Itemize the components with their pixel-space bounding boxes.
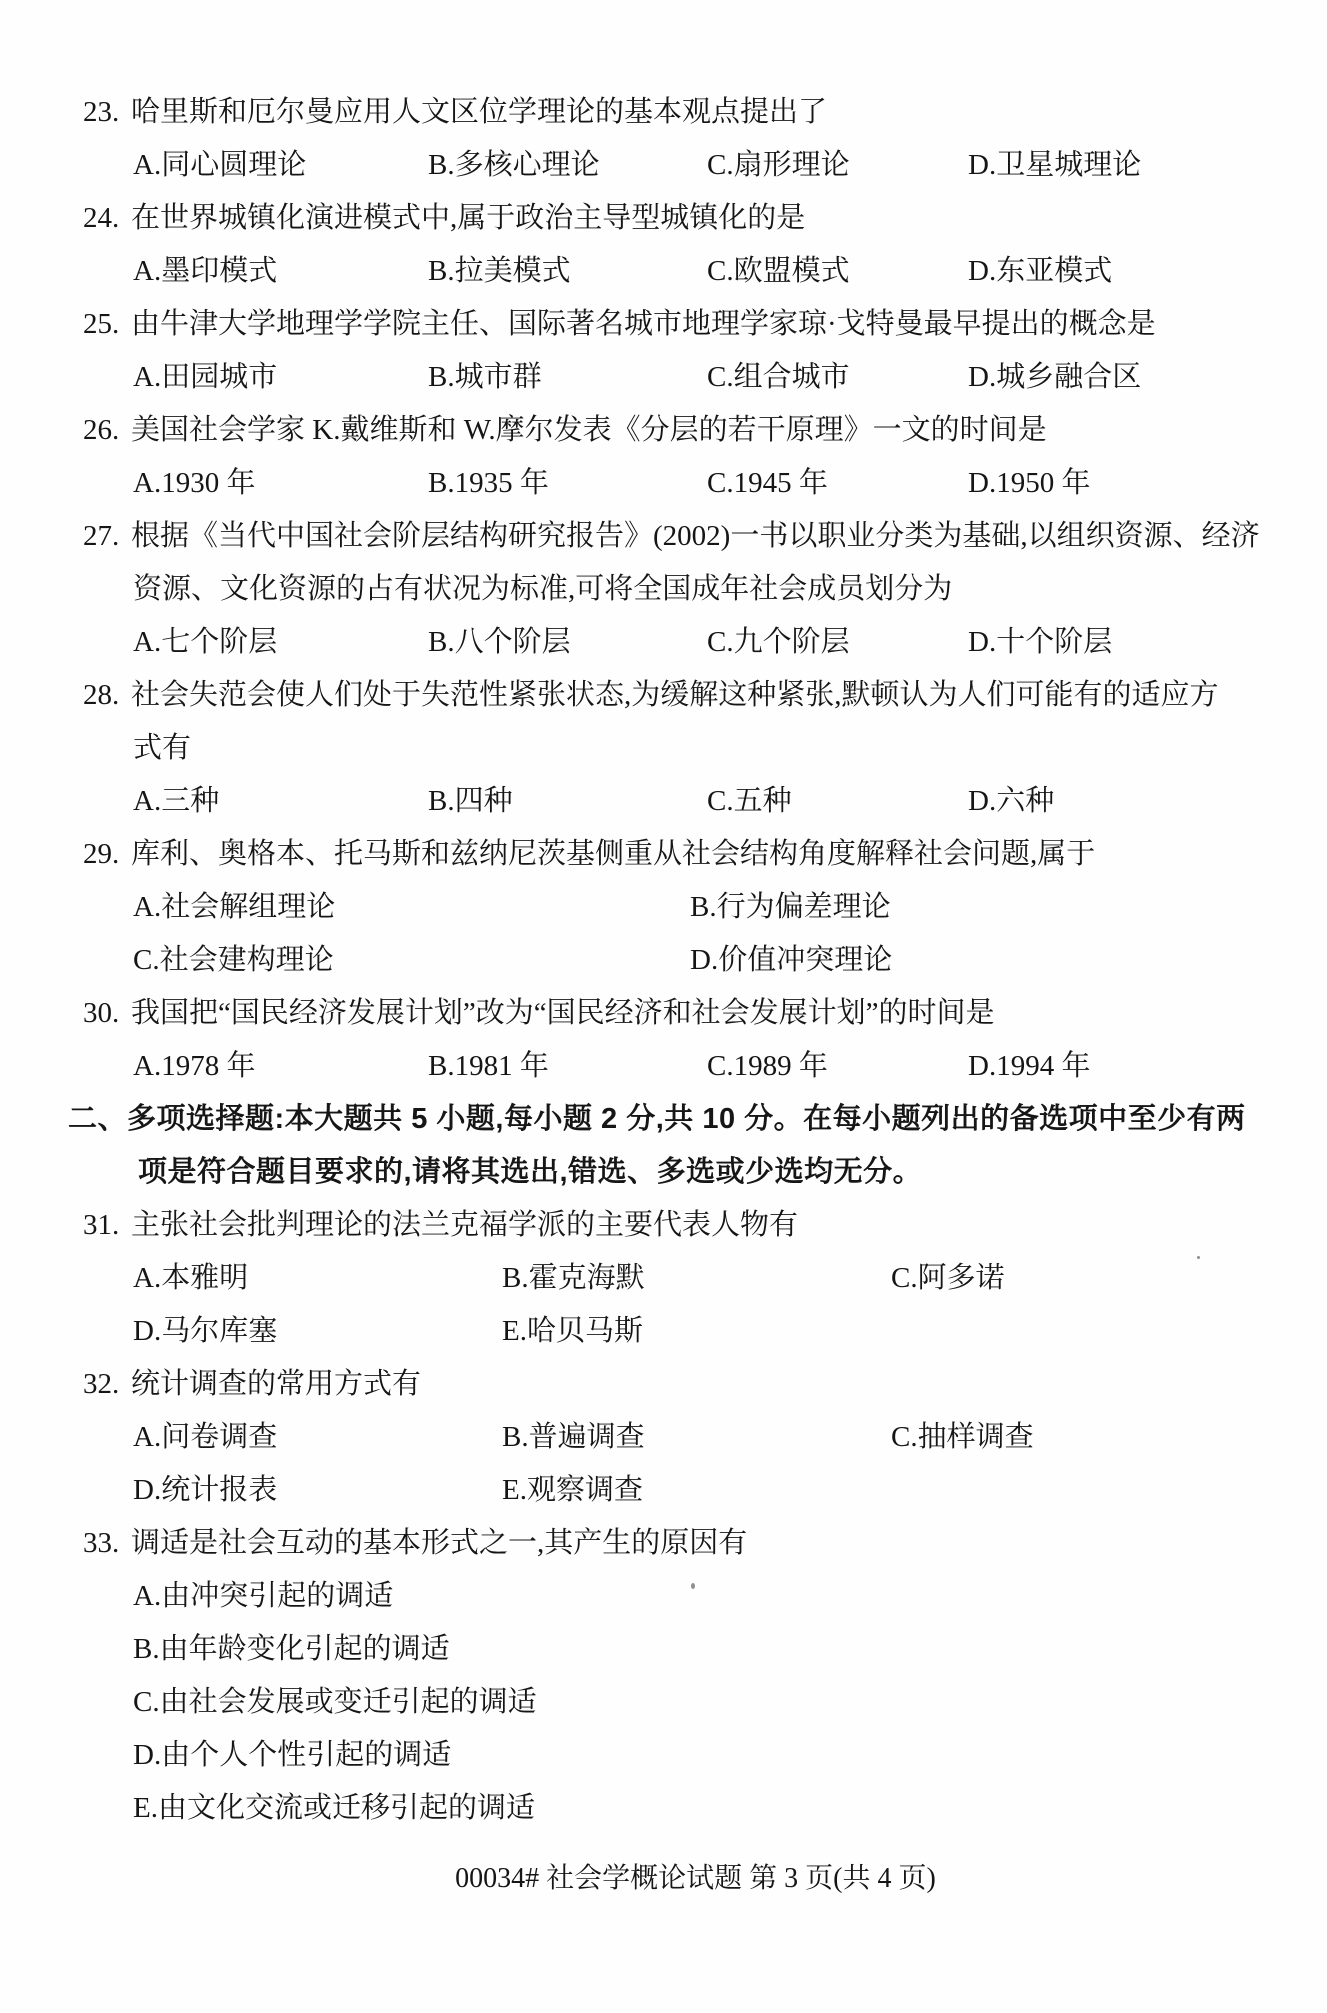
option-row [0,1782,1327,1835]
question-number: 27. [83,520,120,552]
option-row [0,245,1327,298]
option-28-a: A.三种 [133,785,220,817]
question-24 [0,192,1327,298]
question-stem-text: 在世界城镇化演进模式中,属于政治主导型城镇化的是 [131,202,806,234]
option-33-e: E.由文化交流或迁移引起的调适 [133,1792,535,1824]
option-row [0,775,1327,828]
question-number: 25. [83,308,120,340]
option-23-d: D.卫星城理论 [968,149,1142,181]
option-31-e: E.哈贝马斯 [502,1315,643,1347]
question-stem-text: 主张社会批判理论的法兰克福学派的主要代表人物有 [131,1209,799,1241]
option-row [0,1570,1327,1623]
question-stem [0,828,1327,881]
option-32-c: C.抽样调查 [891,1421,1034,1453]
option-24-c: C.欧盟模式 [707,255,850,287]
section-heading-line2: 项是符合题目要求的,请将其选出,错选、多选或少选均无分。 [138,1156,923,1188]
question-number: 26. [83,414,120,446]
option-33-d: D.由个人个性引起的调适 [133,1739,452,1771]
option-28-d: D.六种 [968,785,1055,817]
option-row [0,457,1327,510]
option-24-a: A.墨印模式 [133,255,278,287]
option-row [0,1464,1327,1517]
option-28-c: C.五种 [707,785,792,817]
question-stem-text: 哈里斯和厄尔曼应用人文区位学理论的基本观点提出了 [131,96,828,128]
question-32 [0,1358,1327,1517]
option-25-b: B.城市群 [428,361,542,393]
option-25-c: C.组合城市 [707,361,850,393]
question-stem [0,86,1327,139]
option-32-e: E.观察调查 [502,1474,643,1506]
question-stem [0,1517,1327,1570]
question-stem [0,987,1327,1040]
option-31-d: D.马尔库塞 [133,1315,278,1347]
option-32-d: D.统计报表 [133,1474,278,1506]
option-27-c: C.九个阶层 [707,626,850,658]
option-27-b: B.八个阶层 [428,626,571,658]
option-29-d: D.价值冲突理论 [690,944,893,976]
question-number: 28. [83,679,120,711]
option-row [0,351,1327,404]
option-25-a: A.田园城市 [133,361,278,393]
option-row [0,616,1327,669]
option-33-c: C.由社会发展或变迁引起的调适 [133,1686,537,1718]
option-25-d: D.城乡融合区 [968,361,1142,393]
question-stem [0,1199,1327,1252]
option-23-b: B.多核心理论 [428,149,600,181]
section-heading-line1: 二、多项选择题:本大题共 5 小题,每小题 2 分,共 10 分。在每小题列出的备选项中至少有两 [68,1103,1246,1135]
question-number: 29. [83,838,120,870]
question-stem [0,298,1327,351]
question-stem-text: 根据《当代中国社会阶层结构研究报告》(2002)一书以职业分类为基础,以组织资源、经济 [131,520,1260,552]
option-24-b: B.拉美模式 [428,255,571,287]
option-row [0,1729,1327,1782]
option-row [0,934,1327,987]
question-31 [0,1199,1327,1358]
option-27-a: A.七个阶层 [133,626,278,658]
option-row [0,139,1327,192]
page-footer: 00034# 社会学概论试题 第 3 页(共 4 页) [455,1863,936,1894]
option-30-d: D.1994 年 [968,1050,1091,1082]
option-33-b: B.由年龄变化引起的调适 [133,1633,450,1665]
question-25 [0,298,1327,404]
option-row [0,1676,1327,1729]
option-33-a: A.由冲突引起的调适 [133,1580,394,1612]
question-stem-line2: 资源、文化资源的占有状况为标准,可将全国成年社会成员划分为 [133,573,953,605]
question-stem-text: 美国社会学家 K.戴维斯和 W.摩尔发表《分层的若干原理》一文的时间是 [131,414,1047,446]
question-stem-text: 统计调查的常用方式有 [131,1368,422,1400]
option-26-a: A.1930 年 [133,467,256,499]
question-27 [0,510,1327,669]
question-number: 32. [83,1368,120,1400]
option-23-c: C.扇形理论 [707,149,850,181]
option-31-b: B.霍克海默 [502,1262,645,1294]
question-28 [0,669,1327,828]
option-31-c: C.阿多诺 [891,1262,1005,1294]
option-29-b: B.行为偏差理论 [690,891,891,923]
option-28-b: B.四种 [428,785,513,817]
scan-speck [691,1583,695,1589]
option-27-d: D.十个阶层 [968,626,1113,658]
question-number: 31. [83,1209,120,1241]
option-row [0,1252,1327,1305]
question-stem-line2: 式有 [133,732,192,764]
option-31-a: A.本雅明 [133,1262,249,1294]
question-stem [0,1358,1327,1411]
option-24-d: D.东亚模式 [968,255,1113,287]
option-row [0,1411,1327,1464]
question-stem [0,669,1327,722]
option-30-a: A.1978 年 [133,1050,256,1082]
option-30-c: C.1989 年 [707,1050,828,1082]
question-30 [0,987,1327,1093]
option-32-b: B.普遍调查 [502,1421,645,1453]
question-26 [0,404,1327,510]
question-number: 30. [83,997,120,1029]
question-stem-text: 由牛津大学地理学学院主任、国际著名城市地理学家琼·戈特曼最早提出的概念是 [131,308,1156,340]
option-30-b: B.1981 年 [428,1050,549,1082]
option-row [0,1623,1327,1676]
question-number: 33. [83,1527,120,1559]
option-row [0,1040,1327,1093]
scan-speck [1197,1256,1200,1259]
question-stem [0,510,1327,563]
option-26-c: C.1945 年 [707,467,828,499]
question-stem [0,404,1327,457]
question-stem [0,192,1327,245]
question-29 [0,828,1327,987]
question-number: 24. [83,202,120,234]
option-29-c: C.社会建构理论 [133,944,334,976]
option-29-a: A.社会解组理论 [133,891,336,923]
option-row [0,881,1327,934]
option-row [0,1305,1327,1358]
option-26-d: D.1950 年 [968,467,1091,499]
option-26-b: B.1935 年 [428,467,549,499]
option-32-a: A.问卷调查 [133,1421,278,1453]
section-2-heading [0,1093,1327,1199]
option-23-a: A.同心圆理论 [133,149,307,181]
question-stem-text: 调适是社会互动的基本形式之一,其产生的原因有 [131,1527,748,1559]
question-23 [0,86,1327,192]
question-stem-text: 社会失范会使人们处于失范性紧张状态,为缓解这种紧张,默顿认为人们可能有的适应方 [131,679,1219,711]
question-stem-text: 库利、奥格本、托马斯和兹纳尼茨基侧重从社会结构角度解释社会问题,属于 [131,838,1096,870]
question-33 [0,1517,1327,1835]
question-number: 23. [83,96,120,128]
question-stem-text: 我国把“国民经济发展计划”改为“国民经济和社会发展计划”的时间是 [131,997,995,1029]
